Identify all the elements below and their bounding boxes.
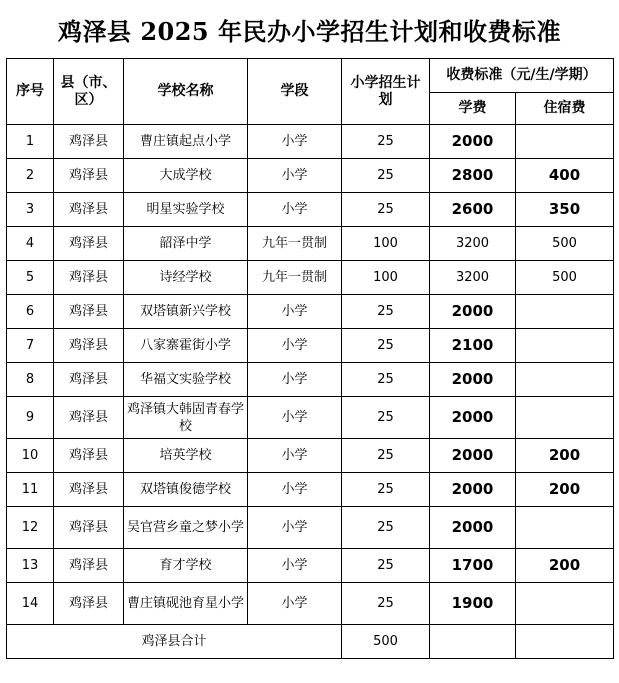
- row-tuition: 2000: [430, 125, 516, 159]
- row-school: 育才学校: [124, 549, 248, 583]
- row-stage: 小学: [248, 439, 342, 473]
- header-school: 学校名称: [124, 59, 248, 125]
- row-plan: 25: [342, 159, 430, 193]
- table-row: [7, 193, 614, 227]
- row-school: 诗经学校: [124, 261, 248, 295]
- row-boarding: 350: [516, 193, 614, 227]
- row-school: 双塔镇新兴学校: [124, 295, 248, 329]
- row-tuition: 2000: [430, 397, 516, 439]
- row-school: 双塔镇俊德学校: [124, 473, 248, 507]
- row-boarding: [516, 329, 614, 363]
- table-row: [7, 329, 614, 363]
- row-seq: 5: [7, 261, 54, 295]
- table-row: [7, 159, 614, 193]
- row-boarding: [516, 397, 614, 439]
- row-county: 鸡泽县: [54, 329, 124, 363]
- header-tuition: 学费: [430, 93, 516, 125]
- row-plan: 25: [342, 549, 430, 583]
- row-plan: 25: [342, 125, 430, 159]
- row-tuition: 2600: [430, 193, 516, 227]
- header-fee-group: 收费标准（元/生/学期）: [430, 59, 614, 93]
- row-plan: 25: [342, 397, 430, 439]
- row-boarding: 200: [516, 473, 614, 507]
- table-row: [7, 583, 614, 625]
- row-stage: 小学: [248, 473, 342, 507]
- row-tuition: 2000: [430, 439, 516, 473]
- total-plan: 500: [342, 625, 430, 659]
- row-boarding: 500: [516, 227, 614, 261]
- enrollment-table: [6, 58, 614, 659]
- table-row: [7, 397, 614, 439]
- row-plan: 100: [342, 261, 430, 295]
- table-row: [7, 295, 614, 329]
- row-boarding: [516, 125, 614, 159]
- row-plan: 25: [342, 295, 430, 329]
- row-seq: 9: [7, 397, 54, 439]
- row-county: 鸡泽县: [54, 125, 124, 159]
- row-plan: 25: [342, 439, 430, 473]
- row-seq: 1: [7, 125, 54, 159]
- row-stage: 小学: [248, 549, 342, 583]
- row-county: 鸡泽县: [54, 583, 124, 625]
- header-plan: 小学招生计划: [342, 59, 430, 125]
- header-row-1: [7, 59, 614, 93]
- row-boarding: 200: [516, 439, 614, 473]
- table-row: [7, 261, 614, 295]
- row-boarding: [516, 363, 614, 397]
- row-stage: 小学: [248, 397, 342, 439]
- row-tuition: 1700: [430, 549, 516, 583]
- table-row: [7, 363, 614, 397]
- row-tuition: 2000: [430, 363, 516, 397]
- row-stage: 九年一贯制: [248, 261, 342, 295]
- row-stage: 小学: [248, 363, 342, 397]
- row-school: 曹庄镇砚池育星小学: [124, 583, 248, 625]
- table-body: [7, 125, 614, 625]
- table-row: [7, 125, 614, 159]
- row-boarding: 500: [516, 261, 614, 295]
- row-stage: 小学: [248, 329, 342, 363]
- row-school: 鸡泽镇大韩固青春学校: [124, 397, 248, 439]
- row-county: 鸡泽县: [54, 227, 124, 261]
- row-seq: 7: [7, 329, 54, 363]
- row-school: 明星实验学校: [124, 193, 248, 227]
- row-county: 鸡泽县: [54, 159, 124, 193]
- row-seq: 8: [7, 363, 54, 397]
- row-stage: 小学: [248, 583, 342, 625]
- row-plan: 25: [342, 507, 430, 549]
- row-plan: 25: [342, 193, 430, 227]
- row-boarding: [516, 583, 614, 625]
- total-row: [7, 625, 614, 659]
- row-county: 鸡泽县: [54, 363, 124, 397]
- row-plan: 25: [342, 583, 430, 625]
- row-school: 培英学校: [124, 439, 248, 473]
- row-seq: 12: [7, 507, 54, 549]
- page-title: 鸡泽县 2025 年民办小学招生计划和收费标准: [57, 16, 561, 46]
- row-stage: 小学: [248, 193, 342, 227]
- row-stage: 小学: [248, 159, 342, 193]
- row-school: 八家寨霍街小学: [124, 329, 248, 363]
- row-boarding: 400: [516, 159, 614, 193]
- row-county: 鸡泽县: [54, 473, 124, 507]
- row-seq: 2: [7, 159, 54, 193]
- row-stage: 九年一贯制: [248, 227, 342, 261]
- row-school: 曹庄镇起点小学: [124, 125, 248, 159]
- row-tuition: 3200: [430, 261, 516, 295]
- row-school: 韶泽中学: [124, 227, 248, 261]
- row-plan: 100: [342, 227, 430, 261]
- row-school: 吴官营乡童之梦小学: [124, 507, 248, 549]
- row-stage: 小学: [248, 507, 342, 549]
- total-boarding: [516, 625, 614, 659]
- row-seq: 14: [7, 583, 54, 625]
- row-county: 鸡泽县: [54, 261, 124, 295]
- table-row: [7, 227, 614, 261]
- table-row: [7, 439, 614, 473]
- row-tuition: 2000: [430, 473, 516, 507]
- row-plan: 25: [342, 473, 430, 507]
- row-county: 鸡泽县: [54, 295, 124, 329]
- header-county: 县（市、区）: [54, 59, 124, 125]
- total-label: 鸡泽县合计: [7, 625, 342, 659]
- row-county: 鸡泽县: [54, 549, 124, 583]
- row-seq: 13: [7, 549, 54, 583]
- header-boarding: 住宿费: [516, 93, 614, 125]
- row-county: 鸡泽县: [54, 439, 124, 473]
- row-school: 华福文实验学校: [124, 363, 248, 397]
- row-tuition: 3200: [430, 227, 516, 261]
- row-county: 鸡泽县: [54, 193, 124, 227]
- row-county: 鸡泽县: [54, 397, 124, 439]
- row-tuition: 2100: [430, 329, 516, 363]
- table-row: [7, 549, 614, 583]
- table-row: [7, 507, 614, 549]
- row-seq: 10: [7, 439, 54, 473]
- row-tuition: 2000: [430, 295, 516, 329]
- row-seq: 11: [7, 473, 54, 507]
- row-seq: 6: [7, 295, 54, 329]
- header-stage: 学段: [248, 59, 342, 125]
- row-tuition: 1900: [430, 583, 516, 625]
- table-row: [7, 473, 614, 507]
- row-boarding: 200: [516, 549, 614, 583]
- row-school: 大成学校: [124, 159, 248, 193]
- row-plan: 25: [342, 329, 430, 363]
- row-tuition: 2000: [430, 507, 516, 549]
- total-tuition: [430, 625, 516, 659]
- row-tuition: 2800: [430, 159, 516, 193]
- row-boarding: [516, 295, 614, 329]
- row-seq: 3: [7, 193, 54, 227]
- row-boarding: [516, 507, 614, 549]
- row-stage: 小学: [248, 125, 342, 159]
- row-stage: 小学: [248, 295, 342, 329]
- row-seq: 4: [7, 227, 54, 261]
- header-seq: 序号: [7, 59, 54, 125]
- row-plan: 25: [342, 363, 430, 397]
- row-county: 鸡泽县: [54, 507, 124, 549]
